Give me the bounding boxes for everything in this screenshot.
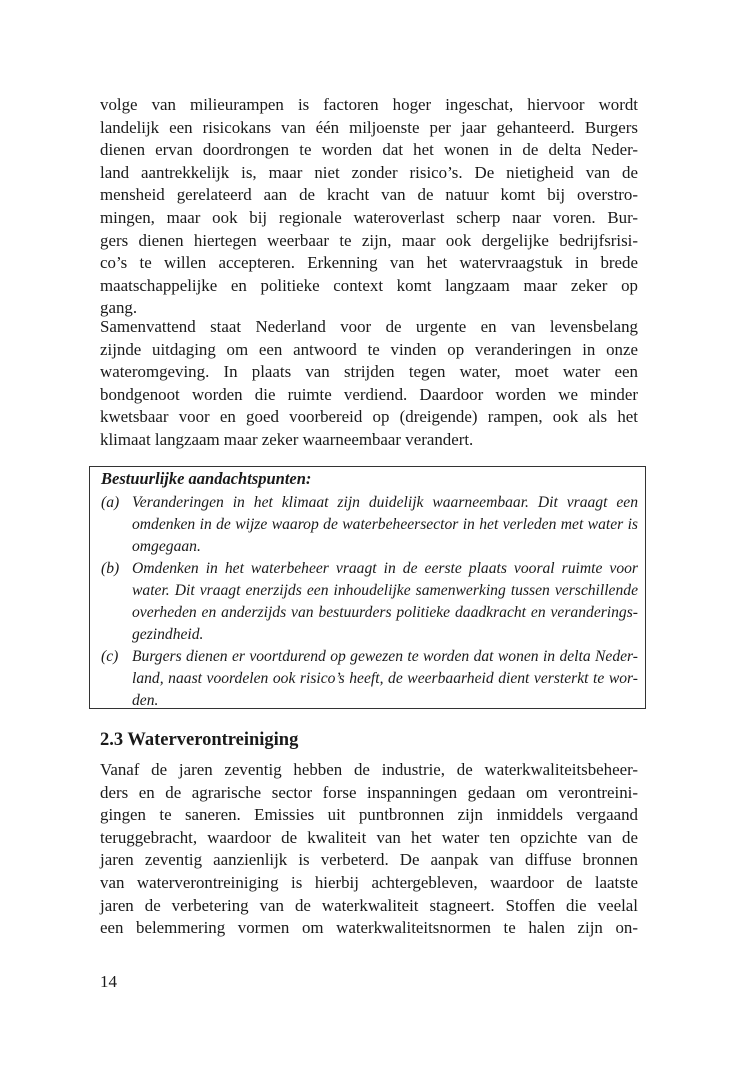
- item-line: omgegaan.: [132, 537, 201, 555]
- item-line: water. Dit vraagt enerzijds een inhoudelijke samenwerking tussen verschillende: [132, 581, 638, 599]
- text-line: gers dienen hiertegen weerbaar te zijn, maar ook dergelijke bedrijfsrisi-: [100, 230, 638, 250]
- item-line: Omdenken in het waterbeheer vraagt in de eerste plaats vooral ruimte voor: [132, 560, 638, 577]
- text-line: ders en de agrarische sector forse inspanningen gedaan om verontreini-: [100, 782, 638, 802]
- text-line: gingen te saneren. Emissies uit puntbronnen zijn inmiddels vergaand: [100, 805, 638, 825]
- text-line: mingen, maar ook bij regionale wateroverlast scherp naar voren. Bur-: [100, 207, 638, 227]
- text-line: een belemmering vormen om waterkwaliteitsnormen te halen zijn on-: [100, 918, 638, 938]
- aandachtspunten-box: [89, 466, 646, 709]
- item-line: den.: [132, 691, 159, 709]
- text-line: dienen ervan doordrongen te worden dat het wonen in de delta Neder-: [100, 140, 638, 160]
- text-line: van waterverontreiniging is hierbij achtergebleven, waardoor de laatste: [100, 872, 638, 892]
- text-line: landelijk een risicokans van één miljoenste per jaar gehanteerd. Burgers: [100, 117, 638, 137]
- item-label: (c): [101, 648, 119, 665]
- item-line: Veranderingen in het klimaat zijn duidelijk waarneembaar. Dit vraagt een: [132, 494, 638, 511]
- text-line: mensheid gerelateerd aan de kracht van de natuur komt bij overstro-: [100, 185, 638, 205]
- text-line: zijnde uitdaging om een antwoord te vinden op veranderingen in onze: [100, 339, 638, 359]
- text-line: land aantrekkelijk is, maar niet zonder risico’s. De nietigheid van de: [100, 162, 638, 182]
- item-line: gezindheid.: [132, 625, 204, 643]
- page-number: 14: [100, 972, 117, 991]
- text-line: kwetsbaar voor en goed voorbereid op (dreigende) rampen, ook als het: [100, 407, 638, 427]
- text-line: bondgenoot worden die ruimte verdiend. Daardoor worden we minder: [100, 384, 638, 404]
- text-line: Vanaf de jaren zeventig hebben de industrie, de waterkwaliteitsbeheer-: [100, 760, 638, 779]
- box-item-b: [101, 558, 638, 646]
- section-heading: 2.3 Waterverontreiniging: [100, 730, 299, 750]
- text-line: Samenvattend staat Nederland voor de urgente en van levensbelang: [100, 317, 638, 336]
- item-line: overheden en anderzijds van bestuurders politieke daadkracht en veranderings-: [132, 603, 638, 621]
- item-line: omdenken in de wijze waarop de waterbeheersector in het verleden met water is: [132, 515, 638, 533]
- text-line: wateromgeving. In plaats van strijden tegen water, moet water een: [100, 362, 638, 382]
- box-item-c: [101, 646, 638, 712]
- item-line: Burgers dienen er voortdurend op gewezen te worden dat wonen in delta Neder-: [132, 648, 638, 665]
- item-label: (a): [101, 494, 120, 511]
- paragraph-waterverontreiniging: [100, 759, 638, 940]
- text-line: volge van milieurampen is factoren hoger ingeschat, hiervoor wordt: [100, 95, 638, 114]
- text-line: maatschappelijke en politieke context komt langzaam maar zeker op: [100, 275, 638, 295]
- box-item-a: [101, 492, 638, 558]
- item-line: land, naast voordelen ook risico’s heeft, de weerbaarheid dient versterkt te wor-: [132, 669, 638, 687]
- paragraph-samenvattend: [100, 316, 638, 452]
- item-label: (b): [101, 560, 120, 577]
- text-line: jaren de verbetering van de waterkwaliteit stagneert. Stoffen die veelal: [100, 895, 638, 915]
- text-line: jaren zeventig aanzienlijk is verbeterd. De aanpak van diffuse bronnen: [100, 850, 638, 870]
- paragraph-milieurampen: [100, 94, 638, 320]
- box-title: Bestuurlijke aandachtspunten:: [101, 469, 312, 488]
- text-line: klimaat langzaam maar zeker waarneembaar verandert.: [100, 429, 474, 449]
- text-line: gang.: [100, 298, 138, 318]
- text-line: co’s te willen accepteren. Erkenning van het watervraagstuk in brede: [100, 253, 638, 273]
- text-line: teruggebracht, waardoor de kwaliteit van het water ten opzichte van de: [100, 827, 638, 847]
